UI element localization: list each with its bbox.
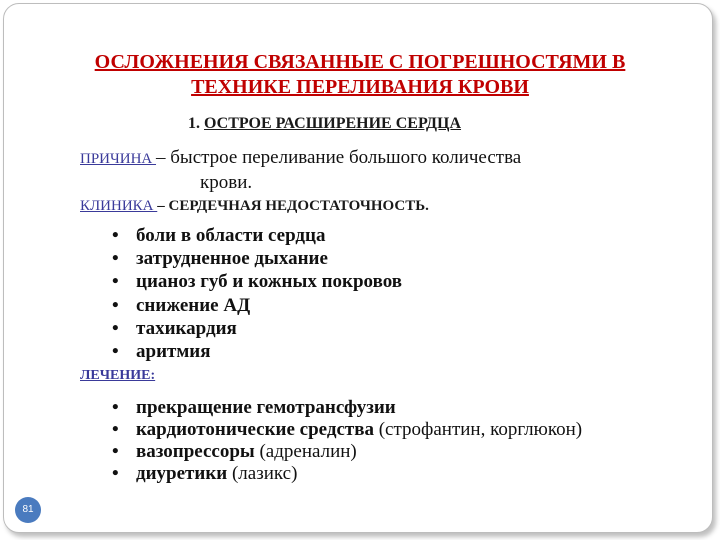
- title-line-2: ТЕХНИКЕ ПЕРЕЛИВАНИЯ КРОВИ: [191, 76, 529, 98]
- bullet-icon: •: [112, 225, 119, 246]
- symptom-text: цианоз губ и кожных покровов: [136, 271, 402, 293]
- bullet-icon: •: [112, 419, 119, 440]
- cause-text-cont: крови.: [200, 172, 253, 193]
- treatment-note: (лазикс): [227, 463, 298, 484]
- symptom-item: [112, 317, 402, 340]
- symptom-text: снижение АД: [136, 294, 251, 316]
- treatment-item: [112, 441, 582, 463]
- treatment-item: [112, 463, 582, 485]
- symptom-item: [112, 247, 402, 270]
- bullet-icon: •: [112, 248, 119, 270]
- bullet-icon: •: [112, 463, 119, 484]
- treatment-note: (строфантин, корглюкон): [373, 419, 583, 440]
- cause-dash: –: [156, 147, 171, 168]
- bullet-icon: •: [112, 294, 119, 316]
- symptom-item: [112, 224, 402, 247]
- symptom-item: [112, 294, 402, 317]
- cause-block: [80, 146, 700, 195]
- symptom-text: боли в области сердца: [136, 225, 326, 246]
- symptom-item: [112, 340, 402, 363]
- treatment-note: (адреналин): [254, 441, 357, 462]
- treatment-item: [112, 397, 582, 419]
- bullet-icon: •: [112, 271, 119, 293]
- treatment-item: [112, 419, 582, 441]
- clinic-label: КЛИНИКА: [80, 198, 158, 214]
- bullet-icon: •: [112, 341, 119, 363]
- cause-label: ПРИЧИНА: [80, 151, 157, 167]
- treatment-label: ЛЕЧЕНИЕ:: [80, 368, 156, 383]
- treatment-text: прекращение гемотрансфузии: [136, 397, 396, 418]
- symptom-text: аритмия: [136, 341, 211, 363]
- page-number-badge: 81: [15, 497, 41, 523]
- treatment-text: диуретики: [136, 463, 228, 484]
- bullet-icon: •: [112, 441, 119, 462]
- symptom-item: [112, 270, 402, 293]
- symptom-text: затрудненное дыхание: [136, 248, 328, 270]
- slide-title: [0, 50, 720, 100]
- symptom-list: [112, 224, 402, 363]
- section-number: 1.: [188, 115, 200, 132]
- clinic-text: – СЕРДЕЧНАЯ НЕДОСТАТОЧНОСТЬ.: [157, 198, 429, 214]
- bullet-icon: •: [112, 317, 119, 339]
- bullet-icon: •: [112, 397, 119, 418]
- treatment-text: кардиотонические средства: [136, 419, 374, 440]
- symptom-text: тахикардия: [136, 317, 237, 339]
- title-line-1: ОСЛОЖНЕНИЯ СВЯЗАННЫЕ С ПОГРЕШНОСТЯМИ В: [94, 51, 626, 73]
- treatment-list: [112, 397, 582, 485]
- cause-text: быстрое переливание большого количества: [170, 147, 522, 168]
- section-heading: [188, 115, 461, 133]
- treatment-text: вазопрессоры: [136, 441, 255, 462]
- clinic-line: [80, 198, 429, 215]
- section-title: ОСТРОЕ РАСШИРЕНИЕ СЕРДЦА: [204, 115, 462, 132]
